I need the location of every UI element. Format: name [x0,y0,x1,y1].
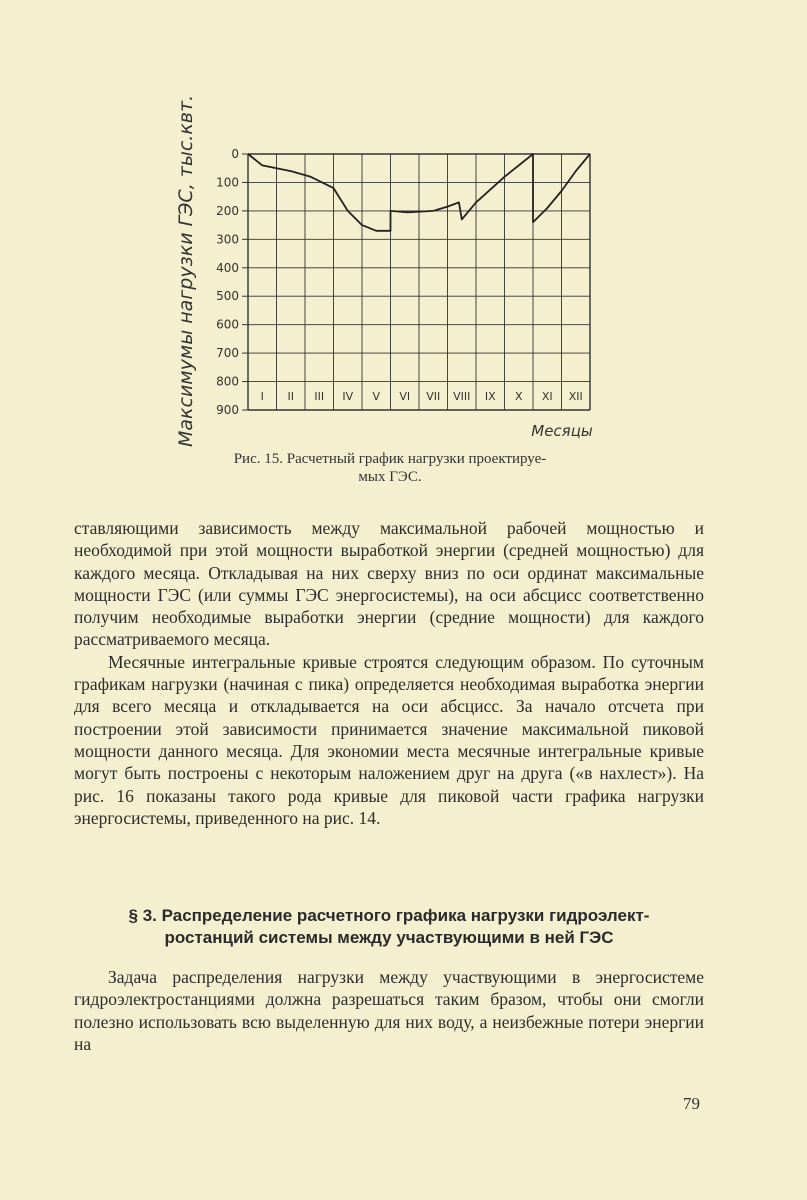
chart-xtick-label: VIII [453,389,471,403]
chart-canvas [180,108,620,448]
section-heading [74,905,704,949]
chart-ytick-label: 200 [216,203,239,218]
body-text-bottom [74,966,704,1055]
caption-line-2: мых ГЭС. [358,469,422,485]
chart-ytick-label: 900 [216,403,239,417]
chart-xtick-label: I [260,389,264,403]
chart-xtick-label: III [314,389,325,403]
paragraph-2: Месячные интегральные кривые строятся следующим образом. По суточным графикам нагрузки (начиная с пика) определяется необходимая выработка энергии для всего месяца и откладывается на оси абсцисс. За начало отсчета при построении этой зависимости принимается значение максимальной пиковой мощности данного месяца. Для экономии места месячные интегральные кривые могут быть построены с некоторым наложением друг на друга («в нахлест»). На рис. 16 показаны такого рода кривые для пиковой части графика нагрузки энергосистемы, приведенного на рис. 14. [74,651,704,828]
chart-xtick-label: IX [484,389,496,403]
caption-line-1: Рис. 15. Расчетный график нагрузки проектируе- [233,451,547,467]
chart-xtick-label: VI [399,389,411,403]
body-text-top [74,517,704,829]
chart-xtick-label: VII [426,389,441,403]
chart-ytick-label: 800 [216,374,239,389]
page-number: 79 [683,1094,700,1113]
chart-ytick-label: 100 [216,175,239,190]
chart-ytick-label: 600 [216,317,239,332]
heading-line-2: ростанций системы между участвующими в ней ГЭС [164,928,614,947]
chart-xtick-label: V [372,389,381,403]
chart-xtick-label: XI [541,389,553,403]
chart-xlabel: Месяцы [531,422,593,440]
chart-ytick-label: 400 [216,260,239,275]
chart-ytick-label: 500 [216,289,239,304]
chart-ytick-label: 300 [216,232,239,247]
chart-xtick-label: IV [342,389,354,403]
heading-line-1: § 3. Распределение расчетного графика нагрузки гидроэлект- [128,906,650,925]
chart-ytick-label: 0 [231,147,239,161]
figure-caption [150,450,630,486]
chart-ylabel: Максимумы нагрузки ГЭС, тыс.квт. [175,94,197,447]
paragraph-1: ставляющими зависимость между максимальной рабочей мощностью и необходимой при этой мощности выработкой энергии (средней мощностью) для каждого месяца. Откладывая на них сверху вниз по оси ординат максимальные мощности ГЭС (или суммы ГЭС энергосистемы), на оси абсцисс соответственно получим необходимые выработки энергии (средние мощности) для каждого рассматриваемого месяца. [74,518,704,650]
chart-xtick-label: X [514,389,523,403]
load-chart [180,108,620,448]
chart-xtick-label: XII [568,389,583,403]
paragraph-3: Задача распределения нагрузки между участвующими в энергосистеме гидроэлектростанциями должна разрешаться таким бразом, чтобы они смогли полезно использовать всю выделенную для них воду, а неизбежные потери энергии на [74,967,704,1054]
chart-xtick-label: II [287,389,294,403]
chart-ytick-label: 700 [216,346,239,361]
